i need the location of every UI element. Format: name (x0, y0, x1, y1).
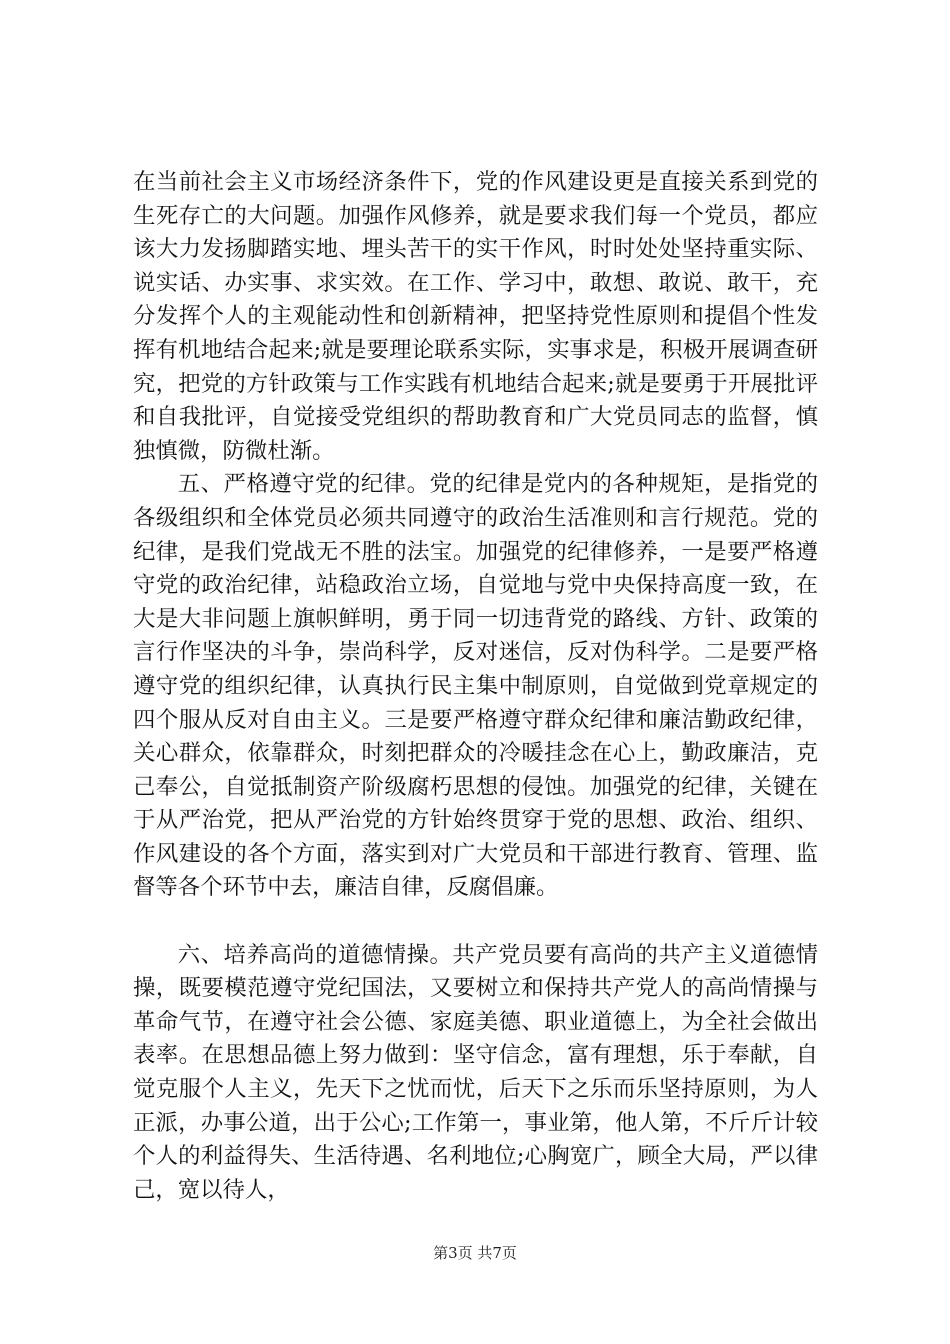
page-number-footer: 第3页 共7页 (433, 1244, 517, 1262)
paragraph-work-style: 在当前社会主义市场经济条件下，党的作风建设更是直接关系到党的生死存亡的大问题。加强作风修养，就是要求我们每一个党员，都应该大力发扬脚踏实地、埋头苦干的实干作风，时时处处坚持重实际、说实话、办实事、求实效。在工作、学习中，敢想、敢说、敢干，充分发挥个人的主观能动性和创新精神，把坚持党性原则和提倡个性发挥有机地结合起来;就是要理论联系实际，实事求是，积极开展调查研究，把党的方针政策与工作实践有机地结合起来;就是要勇于开展批评和自我批评，自觉接受党组织的帮助教育和广大党员同志的监督，慎独慎微，防微杜渐。 (133, 169, 818, 464)
paragraph-moral-character: 六、培养高尚的道德情操。共产党员要有高尚的共产主义道德情操，既要模范遵守党纪国法，又要树立和保持共产党人的高尚情操与革命气节，在遵守社会公德、家庭美德、职业道德上，为全社会做出表率。在思想品德上努力做到：坚守信念，富有理想，乐于奉献，自觉克服个人主义，先天下之忧而忧，后天下之乐而乐坚持原则，为人正派，办事公道，出于公心;工作第一，事业第，他人第，不斤斤计较个人的利益得失、生活待遇、名利地位;心胸宽广，顾全大局，严以律己，宽以待人， (133, 941, 818, 1203)
document-body (133, 166, 818, 1207)
paragraph-spacer (133, 905, 818, 939)
paragraph-party-discipline: 五、严格遵守党的纪律。党的纪律是党内的各种规矩，是指党的各级组织和全体党员必须共同遵守的政治生活准则和言行规范。党的纪律，是我们党战无不胜的法宝。加强党的纪律修养，一是要严格遵守党的政治纪律，站稳政治立场，自觉地与党中央保持高度一致，在大是大非问题上旗帜鲜明，勇于同一切违背党的路线、方针、政策的言行作坚决的斗争，崇尚科学，反对迷信，反对伪科学。二是要严格遵守党的组织纪律，认真执行民主集中制原则，自觉做到党章规定的四个服从反对自由主义。三是要严格遵守群众纪律和廉洁勤政纪律，关心群众，依靠群众，时刻把群众的冷暖挂念在心上，勤政廉洁，克己奉公，自觉抵制资产阶级腐朽思想的侵蚀。加强党的纪律，关键在于从严治党，把从严治党的方针始终贯穿于党的思想、政治、组织、作风建设的各个方面，落实到对广大党员和干部进行教育、管理、监督等各个环节中去，廉洁自律，反腐倡廉。 (133, 471, 818, 901)
